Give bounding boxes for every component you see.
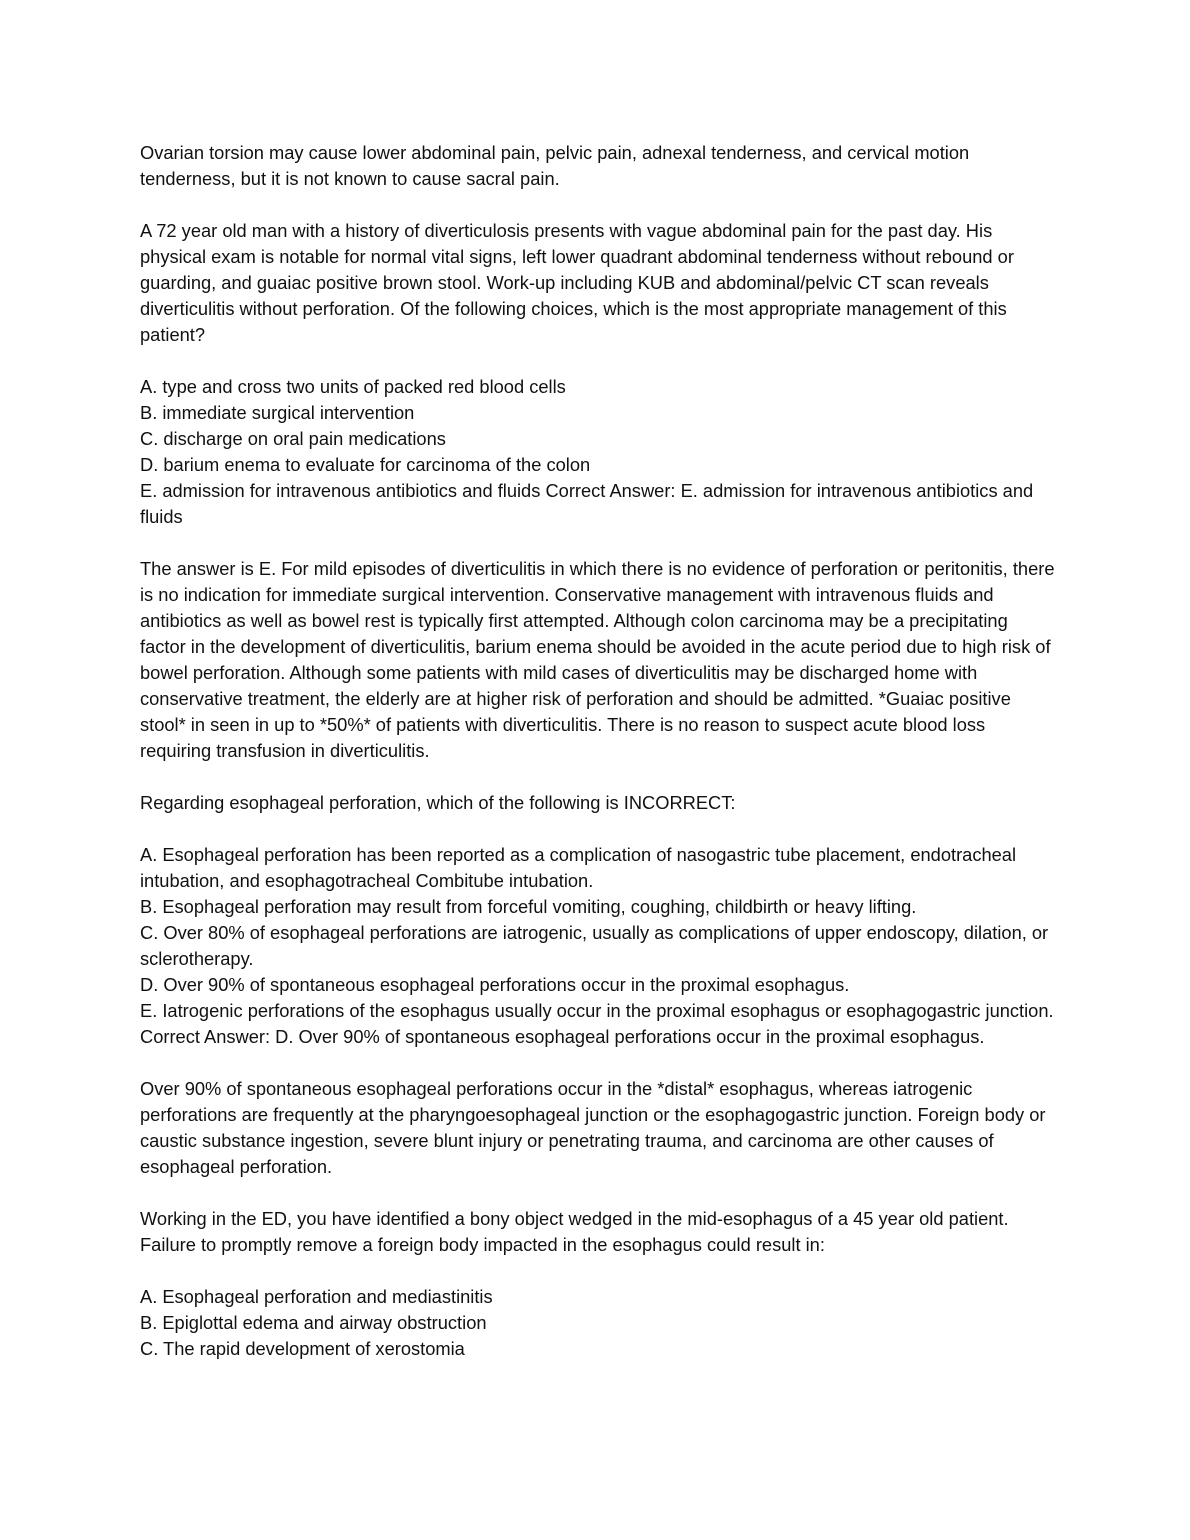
option-b: B. Esophageal perforation may result from forceful vomiting, coughing, childbirth or heavy lifting.: [140, 896, 917, 917]
options-diverticulitis: [140, 374, 1055, 530]
option-b: B. Epiglottal edema and airway obstruction: [140, 1312, 487, 1333]
explanation-diverticulitis: The answer is E. For mild episodes of diverticulitis in which there is no evidence of perforation or peritonitis, there is no indication for immediate surgical intervention. Conservative management with intravenous fluids and antibiotics as well as bowel rest is typically first attempted. Although colon carcinoma may be a precipitating factor in the development of diverticulitis, barium enema should be avoided in the acute period due to high risk of bowel perforation. Although some patients with mild cases of diverticulitis may be discharged home with conservative treatment, the elderly are at higher risk of perforation and should be admitted. *Guaiac positive stool* in seen in up to *50%* of patients with diverticulitis. There is no reason to suspect acute blood loss requiring transfusion in diverticulitis.: [140, 558, 1060, 761]
option-d: D. barium enema to evaluate for carcinoma of the colon: [140, 454, 591, 475]
option-e-with-answer: E. Iatrogenic perforations of the esophagus usually occur in the proximal esophagus or esophagogastric junction. Correct Answer: D. Over 90% of spontaneous esophageal perforations occur in the proximal esophagus.: [140, 1000, 1054, 1047]
explanation-esophageal-perforation: Over 90% of spontaneous esophageal perforations occur in the *distal* esophagus, whereas iatrogenic perforations are frequently at the pharyngoesophageal junction or the esophagogastric junction. Foreign body or caustic substance ingestion, severe blunt injury or penetrating trauma, and carcinoma are other causes of esophageal perforation.: [140, 1078, 1051, 1177]
options-foreign-body: [140, 1284, 1055, 1362]
question-diverticulitis: A 72 year old man with a history of diverticulosis presents with vague abdominal pain for the past day. His physical exam is notable for normal vital signs, left lower quadrant abdominal tenderness without rebound or guarding, and guaiac positive brown stool. Work-up including KUB and abdominal/pelvic CT scan reveals diverticulitis without perforation. Of the following choices, which is the most appropriate management of this patient?: [140, 220, 1020, 345]
document-page: [140, 140, 1060, 1388]
option-a: A. type and cross two units of packed red blood cells: [140, 376, 566, 397]
option-c: C. Over 80% of esophageal perforations are iatrogenic, usually as complications of upper endoscopy, dilation, or sclerotherapy.: [140, 922, 1049, 969]
options-esophageal-perforation: [140, 842, 1055, 1050]
option-c: C. The rapid development of xerostomia: [140, 1338, 465, 1359]
option-a: A. Esophageal perforation and mediastinitis: [140, 1286, 493, 1307]
paragraph-ovarian-torsion: Ovarian torsion may cause lower abdominal pain, pelvic pain, adnexal tenderness, and cervical motion tenderness, but it is not known to cause sacral pain.: [140, 142, 975, 189]
question-foreign-body: Working in the ED, you have identified a bony object wedged in the mid-esophagus of a 45 year old patient. Failure to promptly remove a foreign body impacted in the esophagus could result in:: [140, 1208, 1014, 1255]
option-b: B. immediate surgical intervention: [140, 402, 415, 423]
option-d: D. Over 90% of spontaneous esophageal perforations occur in the proximal esophagus.: [140, 974, 850, 995]
option-e-with-answer: E. admission for intravenous antibiotics and fluids Correct Answer: E. admission for intravenous antibiotics and fluids: [140, 480, 1034, 527]
question-esophageal-perforation: Regarding esophageal perforation, which of the following is INCORRECT:: [140, 792, 736, 813]
option-c: C. discharge on oral pain medications: [140, 428, 446, 449]
option-a: A. Esophageal perforation has been reported as a complication of nasogastric tube placement, endotracheal intubation, and esophagotracheal Combitube intubation.: [140, 844, 1017, 891]
